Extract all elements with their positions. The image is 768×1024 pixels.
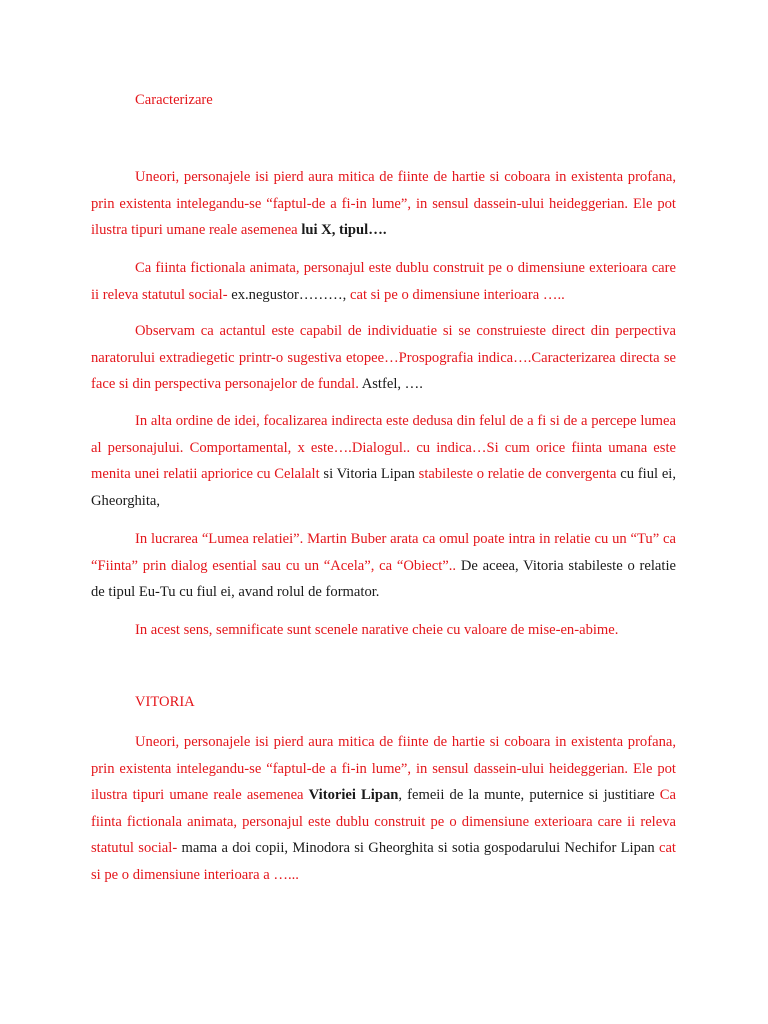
text-run: Ca fiinta fictionala animata, personajul este dublu construit pe o dimensiune exterioara care ii releva statutul social-: [91, 260, 676, 303]
text-run: Uneori, personajele isi pierd aura mitica de fiinte de hartie si coboara in existenta profana, prin existenta intelegandu-se “faptul-de a fi-in lume”, in sensul dassein-ului heideggerian. Ele pot ilustra tipuri umane reale asemenea: [91, 169, 676, 239]
paragraph-4: [91, 408, 676, 514]
text-run: cat si pe o dimensiune interioara a …...: [91, 840, 676, 883]
section-heading-caracterizare: Caracterizare: [135, 92, 213, 108]
text-run: lui X, tipul….: [301, 222, 387, 239]
paragraph-3: [91, 318, 676, 398]
paragraph-vitoria: [91, 729, 676, 889]
text-run: ex.negustor………,: [231, 286, 350, 303]
paragraph-1: [91, 164, 676, 244]
text-run: mama a doi copii, Minodora si Gheorghita si sotia gospodarului Nechifor Lipan: [181, 840, 659, 857]
text-run: cat si pe o dimensiune interioara …..: [349, 286, 565, 303]
text-run: Astfel, ….: [361, 376, 423, 393]
text-run: In acest sens, semnificate sunt scenele narative cheie cu valoare de mise-en-abime.: [135, 622, 619, 638]
text-run: si Vitoria Lipan: [323, 466, 419, 483]
paragraph-6: [91, 617, 676, 644]
text-run: De aceea, Vitoria stabileste o relatie de tipul Eu-Tu cu fiul ei, avand rolul de formator.: [91, 557, 676, 601]
text-run: , femeii de la munte, puternice si justitiare: [398, 787, 660, 804]
text-run: Observam ca actantul este capabil de individuatie si se construieste direct din perpectiva naratorului extradiegetic printr-o sugestiva etopee…Prospografia indica….Caracterizarea directa se face si din perspectiva personajelor de fundal.: [91, 323, 676, 393]
text-run: Vitoriei Lipan: [308, 787, 399, 804]
text-run: cu fiul ei, Gheorghita,: [91, 466, 677, 509]
section-heading-vitoria: VITORIA: [135, 694, 195, 710]
text-run: Uneori, personajele isi pierd aura mitica de fiinte de hartie si coboara in existenta profana, prin existenta intelegandu-se “faptul-de a fi-in lume”, in sensul dassein-ului heideggerian. Ele pot ilustra tipuri umane reale asemenea: [91, 734, 676, 804]
text-run: stabileste o relatie de convergenta: [418, 466, 621, 483]
text-run: In lucrarea “Lumea relatiei”. Martin Buber arata ca omul poate intra in relatie cu un “Tu” ca “Fiinta” prin dialog esential sau cu un “Acela”, ca “Obiect”..: [91, 531, 676, 574]
paragraph-5: [91, 526, 676, 606]
text-run: In alta ordine de idei, focalizarea indirecta este dedusa din felul de a fi si de a percepe lumea al personajului. Comportamental, x este….Dialogul.. cu indica…Si cum orice fiinta umana este menita unei relatii apriorice cu Celalalt: [91, 413, 676, 483]
text-run: Ca fiinta fictionala animata, personajul este dublu construit pe o dimensiune exterioara care ii releva statutul social-: [91, 787, 676, 857]
paragraph-2: [91, 255, 676, 308]
